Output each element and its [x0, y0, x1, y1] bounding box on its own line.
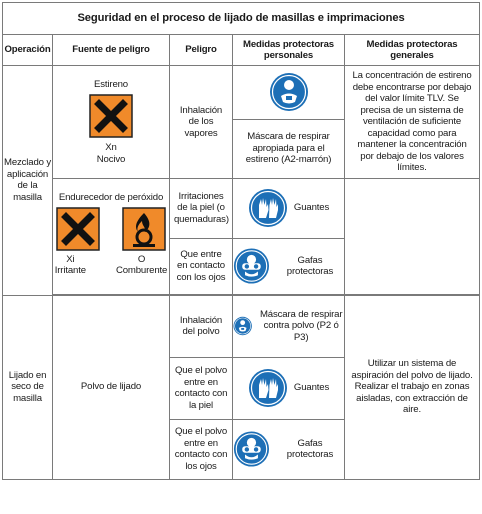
peroxido-code-o: O: [137, 253, 146, 265]
medida-mascara-polvo: Máscara de respirar contra polvo (P2 ó P3): [259, 308, 343, 343]
x-cross-hazard-icon: [56, 207, 100, 251]
header-operacion: Operación: [3, 35, 53, 66]
guantes-cell-2: [233, 357, 345, 419]
fuente-estireno-cell: [53, 66, 170, 179]
x-cross-hazard-icon: [89, 94, 133, 138]
header-medidas-generales: Medidas protectoras generales: [345, 35, 480, 66]
header-fuente: Fuente de peligro: [53, 35, 170, 66]
header-peligro: Peligro: [170, 35, 233, 66]
peligro-inhalacion-vapores: Inhalación de los vapores: [170, 66, 233, 179]
fuente-polvo-cell: [53, 295, 170, 479]
medida-guantes-1: Guantes: [293, 202, 330, 214]
mascara-estireno-icon-cell: [233, 66, 345, 120]
fuente-estireno-label: Estireno: [94, 78, 128, 90]
peroxido-name-irritante: Irritante: [54, 265, 86, 277]
peligro-polvo-ojos: Que el polvo entre en contacto con los ojos: [170, 419, 233, 479]
goggles-icon: [233, 429, 270, 469]
peligro-inhalacion-polvo: Inhalación del polvo: [170, 295, 233, 357]
gafas-cell-2: [233, 419, 345, 479]
medida-gafas-1: Gafas protectoras: [286, 254, 334, 277]
gloves-icon: [248, 368, 288, 408]
estireno-code: Xn: [105, 142, 117, 153]
flame-over-circle-icon: [122, 207, 166, 251]
general-estireno: La concentración de estireno debe encontrarse por debajo del valor límite TLV. Se precisa de un sistema de ventilación de suficiente capacidad como para mantener la concentración por debajo de los valores límites.: [345, 66, 480, 179]
respirator-mask-icon: [269, 72, 309, 112]
peroxido-name-comburente: Comburente: [115, 265, 168, 277]
estireno-name: Nocivo: [96, 153, 126, 165]
respirator-mask-icon: [233, 306, 252, 346]
peligro-irritaciones: Irritaciones de la piel (o quemaduras): [170, 178, 233, 238]
mascara-polvo-cell: [233, 295, 345, 357]
gafas-cell-1: [233, 238, 345, 294]
general-polvo: Utilizar un sistema de aspiración del polvo de lijado. Realizar el trabajo en zonas aisladas, con extracción de aire.: [345, 295, 480, 479]
safety-table: [2, 2, 480, 480]
fuente-polvo-label: Polvo de lijado: [80, 381, 142, 393]
fuente-peroxido-label: Endurecedor de peróxido: [58, 192, 164, 204]
op-lijado-cell: [3, 295, 53, 479]
guantes-cell-1: [233, 178, 345, 238]
table-title: Seguridad en el proceso de lijado de masillas e imprimaciones: [3, 3, 480, 35]
goggles-icon: [233, 246, 270, 286]
op-mezclado-cell: [3, 66, 53, 296]
fuente-peroxido-cell: [53, 178, 170, 294]
op-lijado-label: Lijado en seco de masilla: [8, 369, 47, 404]
header-medidas-personales: Medidas protectoras personales: [233, 35, 345, 66]
op-mezclado-label: Mezclado y aplicación de la masilla: [3, 157, 52, 203]
peligro-ojos-1: Que entre en contacto con los ojos: [170, 238, 233, 294]
medida-mascara-estireno: Máscara de respirar apropiada para el estireno (A2-marrón): [233, 119, 345, 178]
peligro-polvo-piel: Que el polvo entre en contacto con la piel: [170, 357, 233, 419]
medida-guantes-2: Guantes: [293, 382, 330, 394]
medida-gafas-2: Gafas protectoras: [286, 437, 334, 460]
gloves-icon: [248, 188, 288, 228]
general-empty-1: [345, 178, 480, 294]
peroxido-code-xi: Xi: [66, 253, 75, 265]
